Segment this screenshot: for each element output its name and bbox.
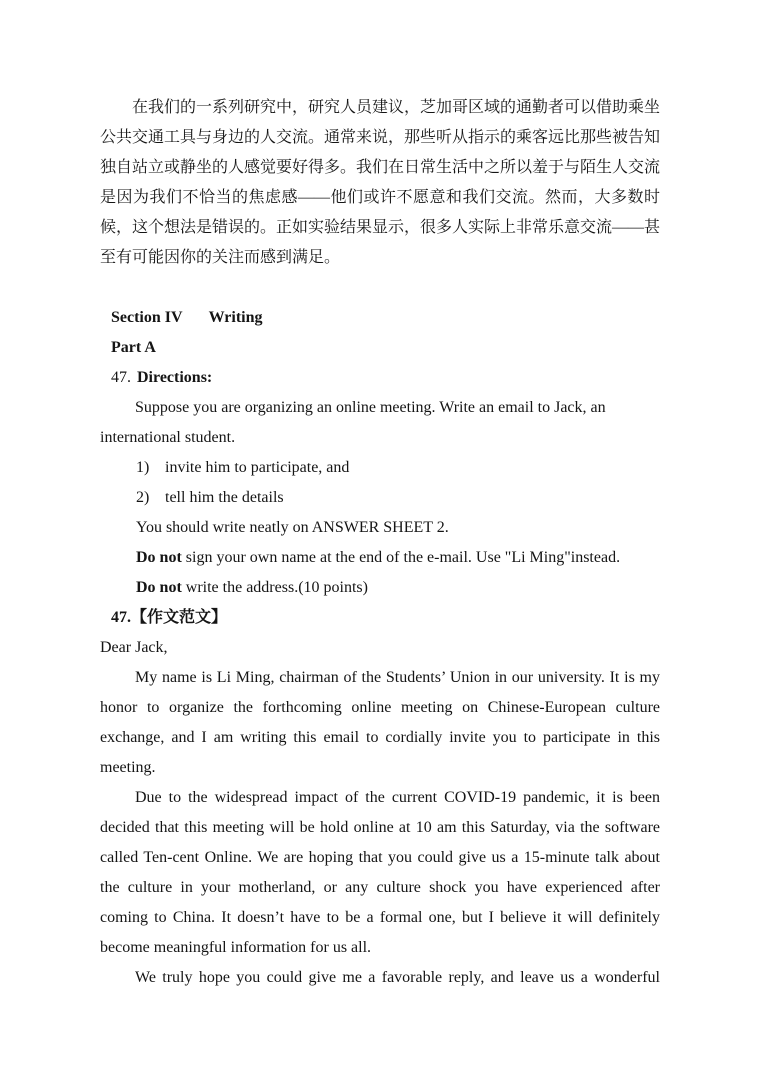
sample-essay-heading: 47.【作文范文】: [111, 609, 228, 626]
note-rest: write the address.(10 points): [181, 579, 368, 596]
page-content: [100, 0, 660, 993]
salutation: Dear Jack,: [100, 639, 168, 656]
task-item: [136, 483, 660, 513]
directions-heading: Directions:: [137, 369, 213, 386]
question-directions-line: [111, 363, 660, 393]
chinese-translation-paragraph: 在我们的一系列研究中，研究人员建议，芝加哥区域的通勤者可以借助乘坐公共交通工具与身边的人交流。通常来说，那些听从指示的乘客远比那些被告知独自站立或静坐的人感觉要好得多。我们在日常生活中之所以羞于与陌生人交流是因为我们不恰当的焦虑感——他们或许不愿意和我们交流。然而，大多数时候，这个想法是错误的。正如实验结果显示，很多人实际上非常乐意交流——甚至有可能因你的关注而感到满足。: [100, 99, 661, 266]
directions-intro-paragraph: Suppose you are organizing an online meeting. Write an email to Jack, an international student.: [100, 399, 606, 446]
task-number: 1): [136, 459, 150, 476]
note-bold-prefix: Do not: [136, 549, 182, 566]
section-label: Section IV: [111, 309, 183, 326]
section-heading: [111, 303, 660, 333]
task-text: tell him the details: [165, 489, 284, 506]
note-do-not-address: [136, 573, 660, 603]
task-item: [136, 453, 660, 483]
essay-paragraph-3: We truly hope you could give me a favorable reply, and leave us a wonderful: [135, 969, 660, 986]
note-do-not-sign: [136, 543, 660, 573]
note-rest: sign your own name at the end of the e-mail. Use "Li Ming"instead.: [181, 549, 621, 566]
question-number: 47.: [111, 369, 131, 386]
note-answer-sheet: You should write neatly on ANSWER SHEET 2.: [136, 519, 449, 536]
essay-paragraph-2: Due to the widespread impact of the current COVID-19 pandemic, it is been decided that this meeting will be hold online at 10 am this Saturday, via the software called Ten-cent Online. We are hoping that you could give us a 15-minute talk about the culture in your motherland, or any culture shock you have experienced after coming to China. It doesn’t have to be a formal one, but I believe it will definitely become meaningful information for us all.: [100, 789, 660, 956]
task-text: invite him to participate, and: [165, 459, 350, 476]
task-number: 2): [136, 489, 150, 506]
part-label: Part A: [111, 339, 156, 356]
essay-paragraph-1: My name is Li Ming, chairman of the Students’ Union in our university. It is my honor to organize the forthcoming online meeting on Chinese-European culture exchange, and I am writing this email to cordially invite you to participate in this meeting.: [100, 669, 660, 776]
section-title: Writing: [208, 309, 263, 326]
note-bold-prefix: Do not: [136, 579, 182, 596]
